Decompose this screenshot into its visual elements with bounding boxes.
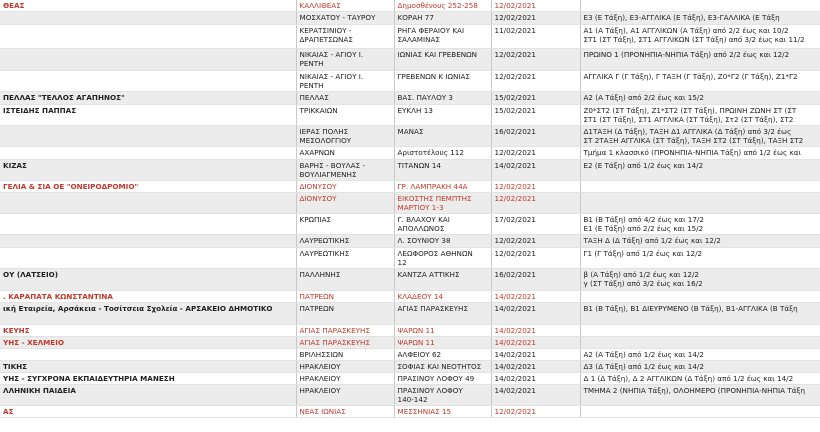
school-name-cell: ΛΛΗΝΙΚΗ ΠΑΙΔΕΙΑ — [0, 385, 296, 406]
date-cell: 12/02/2021 — [491, 235, 580, 248]
classes-cell: β (Α Τάξη) από 1/2 έως και 12/2 γ (ΣΤ Τάξη) από 3/2 έως και 16/2 — [580, 269, 820, 291]
address-cell: ΠΡΑΣΙΝΟΥ ΛΟΦΟΥ 140-142 — [394, 385, 491, 406]
municipality-cell: ΜΟΣΧΑΤΟΥ - ΤΑΥΡΟΥ — [296, 12, 394, 25]
date-cell: 17/02/2021 — [491, 214, 580, 235]
date-cell: 12/02/2021 — [491, 181, 580, 193]
classes-cell — [580, 291, 820, 303]
municipality-cell: ΑΓΙΑΣ ΠΑΡΑΣΚΕΥΗΣ — [296, 337, 394, 349]
school-name-cell: ΑΣ — [0, 406, 296, 418]
date-cell: 12/02/2021 — [491, 71, 580, 92]
address-cell: Γ. ΒΛΑΧΟΥ ΚΑΙ ΑΠΟΛΛΩΝΟΣ — [394, 214, 491, 235]
date-cell: 12/02/2021 — [491, 147, 580, 160]
table-row — [0, 385, 820, 406]
address-cell: ΨΑΡΩΝ 11 — [394, 337, 491, 349]
school-name-cell — [0, 25, 296, 49]
municipality-cell: ΔΙΟΝΥΣΟΥ — [296, 181, 394, 193]
school-name-cell: . ΚΑΡΑΠΑΤΑ ΚΩΝΣΤΑΝΤΙΝΑ — [0, 291, 296, 303]
school-name-cell: ΠΕΛΛΑΣ "ΤΕΛΛΟΣ ΑΓΑΠΗΝΟΣ" — [0, 92, 296, 105]
table-row — [0, 147, 820, 160]
table-row — [0, 214, 820, 235]
classes-cell — [580, 325, 820, 337]
municipality-cell: ΒΑΡΗΣ - ΒΟΥΛΑΣ - ΒΟΥΛΙΑΓΜΕΝΗΣ — [296, 160, 394, 181]
classes-cell: Ζ0*ΣΤ2 (ΣΤ Τάξη), Ζ1*ΣΤ2 (ΣΤ Τάξη), ΠΡΩΙΝΗ ΖΩΝΗ ΣΤ (ΣΤ ΣΤ1 (ΣΤ Τάξη), ΣΤ1 ΑΓΓΛΙΚΑ (ΣΤ Τάξη), Στ2 (ΣΤ Τάξη), ΣΤ2 — [580, 105, 820, 126]
address-cell: ΕΥΚΛΗ 13 — [394, 105, 491, 126]
classes-cell — [580, 0, 820, 12]
school-name-cell — [0, 126, 296, 147]
address-cell: ΡΗΓΑ ΦΕΡΑΙΟΥ ΚΑΙ ΣΑΛΑΜΙΝΑΣ — [394, 25, 491, 49]
classes-cell — [580, 406, 820, 418]
table-row — [0, 12, 820, 25]
address-cell: ΕΙΚΟΣΤΗΣ ΠΕΜΠΤΗΣ ΜΑΡΤΙΟΥ 1-3 — [394, 193, 491, 214]
address-cell: ΜΕΣΣΗΝΙΑΣ 15 — [394, 406, 491, 418]
municipality-cell: ΚΑΛΛΙΘΕΑΣ — [296, 0, 394, 12]
table-row — [0, 373, 820, 385]
date-cell: 12/02/2021 — [491, 406, 580, 418]
classes-cell: Ε3 (Ε Τάξη), Ε3-ΑΓΓΛΙΚΑ (Ε Τάξη), Ε3-ΓΑΛΛΙΚΑ (Ε Τάξη — [580, 12, 820, 25]
date-cell: 12/02/2021 — [491, 248, 580, 269]
school-name-cell — [0, 12, 296, 25]
table-row — [0, 349, 820, 361]
classes-cell: ΤΑΞΗ Δ (Δ Τάξη) από 1/2 έως και 12/2 — [580, 235, 820, 248]
address-cell: ΒΑΣ. ΠΑΥΛΟΥ 3 — [394, 92, 491, 105]
date-cell: 15/02/2021 — [491, 92, 580, 105]
school-name-cell — [0, 349, 296, 361]
school-name-cell: ΚΙΖΑΣ — [0, 160, 296, 181]
address-cell: ΑΛΦΕΙΟΥ 62 — [394, 349, 491, 361]
school-name-cell: ΙΣΤΕΙΔΗΣ ΠΑΠΠΑΣ — [0, 105, 296, 126]
table-row — [0, 105, 820, 126]
date-cell: 14/02/2021 — [491, 373, 580, 385]
date-cell: 15/02/2021 — [491, 105, 580, 126]
municipality-cell: ΔΙΟΝΥΣΟΥ — [296, 193, 394, 214]
address-cell: Αριστοτέλους 112 — [394, 147, 491, 160]
municipality-cell: ΠΑΤΡΕΩΝ — [296, 303, 394, 325]
date-cell: 14/02/2021 — [491, 385, 580, 406]
municipality-cell: ΤΡΙΚΚΑΙΩΝ — [296, 105, 394, 126]
school-name-cell: ική Εταιρεία, Αρσάκεια - Τοσίτσεια Σχολεία - ΑΡΣΑΚΕΙΟ ΔΗΜΟΤΙΚΟ — [0, 303, 296, 325]
school-name-cell: ΘΕΑΣ — [0, 0, 296, 12]
date-cell: 12/02/2021 — [491, 12, 580, 25]
school-name-cell: ΥΗΣ - ΣΥΓΧΡΟΝΑ ΕΚΠΑΙΔΕΥΤΗΡΙΑ ΜΑΝΕΣΗ — [0, 373, 296, 385]
table-row — [0, 291, 820, 303]
date-cell: 12/02/2021 — [491, 193, 580, 214]
classes-cell: ΑΓΓΛΙΚΑ Γ (Γ Τάξη), Γ ΤΑΞΗ (Γ Τάξη), Ζ0*Γ2 (Γ Τάξη), Ζ1*Γ2 — [580, 71, 820, 92]
classes-cell: Τμήμα 1 κλασσικό (ΠΡΟΝΗΠΙΑ-ΝΗΠΙΑ Τάξη) από 1/2 έως και — [580, 147, 820, 160]
municipality-cell: ΝΕΑΣ ΙΩΝΙΑΣ — [296, 406, 394, 418]
municipality-cell: ΠΑΤΡΕΩΝ — [296, 291, 394, 303]
address-cell: Δημοσθένους 252-258 — [394, 0, 491, 12]
classes-cell — [580, 337, 820, 349]
address-cell: Λ. ΣΟΥΝΙΟΥ 38 — [394, 235, 491, 248]
address-cell: ΠΡΑΣΙΝΟΥ ΛΟΦΟΥ 49 — [394, 373, 491, 385]
school-name-cell — [0, 49, 296, 71]
address-cell: ΣΟΦΙΑΣ ΚΑΙ ΝΕΟΤΗΤΟΣ — [394, 361, 491, 373]
date-cell: 11/02/2021 — [491, 25, 580, 49]
date-cell: 14/02/2021 — [491, 337, 580, 349]
table-row — [0, 248, 820, 269]
school-name-cell — [0, 235, 296, 248]
classes-cell: ΤΜΗΜΑ 2 (ΝΗΠΙΑ Τάξη), ΟΛΟΗΜΕΡΟ (ΠΡΟΝΗΠΙΑ-ΝΗΠΙΑ Τάξη — [580, 385, 820, 406]
classes-cell: Β1 (Β Τάξη), Β1 ΔΙΕΥΡΥΜΕΝΟ (Β Τάξη), Β1-ΑΓΓΛΙΚΑ (Β Τάξη — [580, 303, 820, 325]
table-row — [0, 337, 820, 349]
municipality-cell: ΗΡΑΚΛΕΙΟΥ — [296, 373, 394, 385]
address-cell: ΚΑΝΤΖΑ ΑΤΤΙΚΗΣ — [394, 269, 491, 291]
municipality-cell: ΗΡΑΚΛΕΙΟΥ — [296, 361, 394, 373]
table-row — [0, 235, 820, 248]
date-cell: 14/02/2021 — [491, 349, 580, 361]
municipality-cell: ΗΡΑΚΛΕΙΟΥ — [296, 385, 394, 406]
classes-cell: Ε2 (Ε Τάξη) από 1/2 έως και 14/2 — [580, 160, 820, 181]
date-cell: 16/02/2021 — [491, 126, 580, 147]
table-row — [0, 303, 820, 325]
classes-cell: ΠΡΩΙΝΟ 1 (ΠΡΟΝΗΠΙΑ-ΝΗΠΙΑ Τάξη) από 2/2 έως και 12/2 — [580, 49, 820, 71]
classes-cell: Β1 (Β Τάξη) από 4/2 έως και 17/2 Ε1 (Ε Τάξη) από 2/2 έως και 15/2 — [580, 214, 820, 235]
date-cell: 14/02/2021 — [491, 325, 580, 337]
classes-cell: Δ3 (Δ Τάξη) από 1/2 έως και 14/2 — [580, 361, 820, 373]
municipality-cell: ΚΡΩΠΙΑΣ — [296, 214, 394, 235]
classes-cell: Γ1 (Γ Τάξη) από 1/2 έως και 12/2 — [580, 248, 820, 269]
address-cell: ΛΕΩΦΟΡΟΣ ΑΘΗΝΩΝ 12 — [394, 248, 491, 269]
municipality-cell: ΠΕΛΛΑΣ — [296, 92, 394, 105]
table-row — [0, 71, 820, 92]
school-name-cell: ΚΕΥΗΣ — [0, 325, 296, 337]
municipality-cell: ΑΓΙΑΣ ΠΑΡΑΣΚΕΥΗΣ — [296, 325, 394, 337]
address-cell: ΚΟΡΑΗ 77 — [394, 12, 491, 25]
municipality-cell: ΝΙΚΑΙΑΣ - ΑΓΙΟΥ Ι. ΡΕΝΤΗ — [296, 49, 394, 71]
address-cell: ΓΡ. ΛΑΜΠΡΑΚΗ 44Α — [394, 181, 491, 193]
classes-cell: Α1 (Α Τάξη), Α1 ΑΓΓΛΙΚΩΝ (Α Τάξη) από 2/2 έως και 10/2 ΣΤ1 (ΣΤ Τάξη), ΣΤ1 ΑΓΓΛΙΚΩΝ (ΣΤ Τάξη) από 3/2 έως και 11/2 — [580, 25, 820, 49]
table-row — [0, 126, 820, 147]
table-row — [0, 193, 820, 214]
address-cell: ΨΑΡΩΝ 11 — [394, 325, 491, 337]
classes-cell — [580, 181, 820, 193]
address-cell: ΚΛΑΔΕΟΥ 14 — [394, 291, 491, 303]
municipality-cell: ΛΑΥΡΕΩΤΙΚΗΣ — [296, 235, 394, 248]
date-cell: 14/02/2021 — [491, 361, 580, 373]
date-cell: 12/02/2021 — [491, 0, 580, 12]
table-row — [0, 269, 820, 291]
address-cell: ΓΡΕΒΕΝΩΝ Κ ΙΩΝΙΑΣ — [394, 71, 491, 92]
school-name-cell: ΓΕΛΙΑ & ΣΙΑ ΟΕ "ΟΝΕΙΡΟΔΡΟΜΙΟ" — [0, 181, 296, 193]
school-name-cell — [0, 71, 296, 92]
school-name-cell: ΤΙΚΗΣ — [0, 361, 296, 373]
date-cell: 14/02/2021 — [491, 303, 580, 325]
table-row — [0, 49, 820, 71]
municipality-cell: ΒΡΙΛΗΣΣΙΩΝ — [296, 349, 394, 361]
municipality-cell: ΚΕΡΑΤΣΙΝΙΟΥ - ΔΡΑΠΕΤΣΩΝΑΣ — [296, 25, 394, 49]
school-name-cell: ΟΥ (ΛΑΤΣΕΙΟ) — [0, 269, 296, 291]
table-row — [0, 92, 820, 105]
classes-cell: Α2 (Α Τάξη) από 2/2 έως και 15/2 — [580, 92, 820, 105]
date-cell: 16/02/2021 — [491, 269, 580, 291]
classes-cell — [580, 193, 820, 214]
municipality-cell: ΙΕΡΑΣ ΠΟΛΗΣ ΜΕΣΟΛΟΓΓΙΟΥ — [296, 126, 394, 147]
classes-cell: Δ 1 (Δ Τάξη), Δ 2 ΑΓΓΛΙΚΩΝ (Δ Τάξη) από 1/2 έως και 14/2 — [580, 373, 820, 385]
table-row — [0, 0, 820, 12]
date-cell: 12/02/2021 — [491, 49, 580, 71]
school-name-cell — [0, 147, 296, 160]
classes-cell: Α2 (Α Τάξη) από 1/2 έως και 14/2 — [580, 349, 820, 361]
table-row — [0, 181, 820, 193]
municipality-cell: ΝΙΚΑΙΑΣ - ΑΓΙΟΥ Ι. ΡΕΝΤΗ — [296, 71, 394, 92]
table-row — [0, 406, 820, 418]
table-row — [0, 25, 820, 49]
address-cell: ΜΑΝΑΣ — [394, 126, 491, 147]
table-row — [0, 325, 820, 337]
address-cell: ΑΓΙΑΣ ΠΑΡΑΣΚΕΥΗΣ — [394, 303, 491, 325]
municipality-cell: ΛΑΥΡΕΩΤΙΚΗΣ — [296, 248, 394, 269]
date-cell: 14/02/2021 — [491, 160, 580, 181]
address-cell: ΙΩΝΙΑΣ ΚΑΙ ΓΡΕΒΕΝΩΝ — [394, 49, 491, 71]
table-row — [0, 160, 820, 181]
school-name-cell — [0, 248, 296, 269]
school-name-cell — [0, 214, 296, 235]
classes-cell: Δ1ΤΑΞΗ (Δ Τάξη), ΤΑΞΗ Δ1 ΑΓΓΛΙΚΑ (Δ Τάξη) από 3/2 έως ΣΤ 2ΤΑΞΗ ΑΓΓΛΙΚΑ (ΣΤ Τάξη), ΤΑΞΗ ΣΤ2 (ΣΤ Τάξη), ΤΑΞΗ ΣΤ2 — [580, 126, 820, 147]
table-row — [0, 361, 820, 373]
school-name-cell — [0, 193, 296, 214]
address-cell: ΤΙΤΑΝΩΝ 14 — [394, 160, 491, 181]
municipality-cell: ΑΧΑΡΝΩΝ — [296, 147, 394, 160]
school-name-cell: ΥΗΣ - ΧΕΛΜΕΙΟ — [0, 337, 296, 349]
date-cell: 14/02/2021 — [491, 291, 580, 303]
municipality-cell: ΠΑΛΛΗΝΗΣ — [296, 269, 394, 291]
